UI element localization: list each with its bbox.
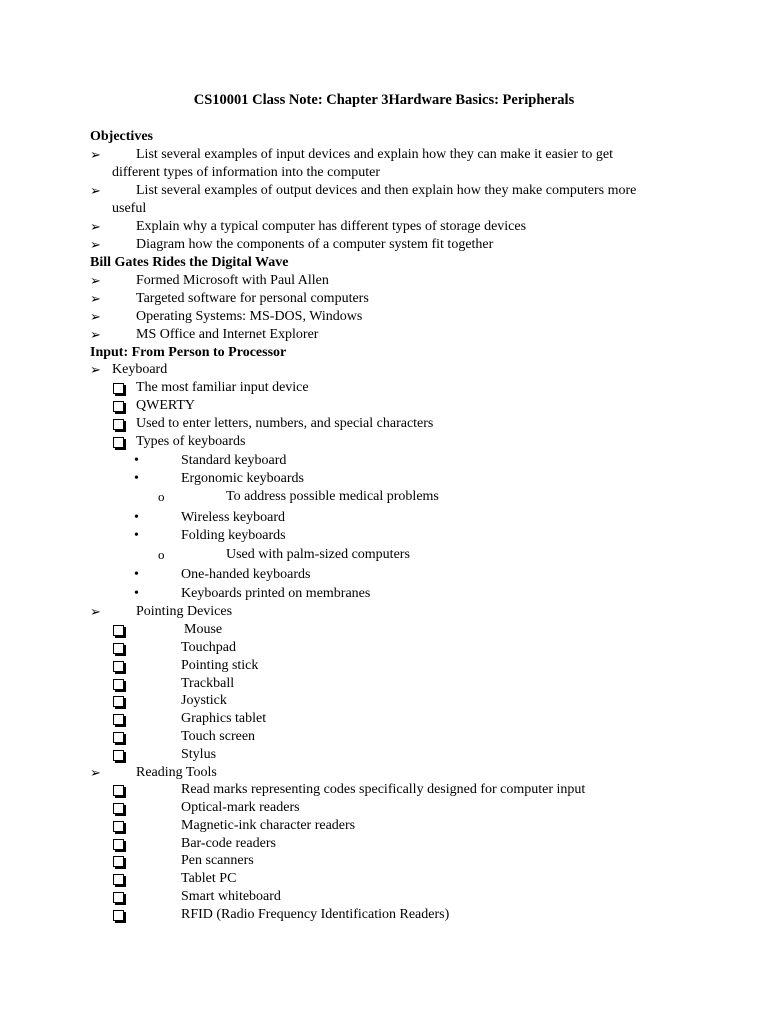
checkbox-bullet-icon	[113, 856, 124, 867]
arrow-bullet-icon: ➢	[90, 273, 101, 288]
arrow-bullet-icon: ➢	[90, 362, 101, 377]
arrow-bullet-icon: ➢	[90, 604, 101, 619]
dot-bullet-icon: •	[134, 510, 139, 525]
arrow-bullet-icon: ➢	[90, 147, 101, 162]
document-page: CS10001 Class Note: Chapter 3Hardware Basics: Peripherals Objectives ➢ List several examples of input devices and explain how they can make it easier to get different types of information into the computer ➢ List several examples of output devices and then explain how they make computers more useful ➢ Explain why a typical computer has different types of storage devices ➢ Diagram how the components of a computer system fit together Bill Gates Rides the Digital Wave ➢ Formed Microsoft with Paul Allen ➢ Targeted software for personal computers ➢ Operating Systems: MS-DOS, Windows ➢ MS Office and Internet Explorer Input: From Person to Processor ➢ Keyboard The most familiar input device QWERTY Used to enter letters, numbers, and special characters Types of keyboards • Standard keyboard • Ergonomic keyboards o To address possible medical problems • Wireless keyboard • Folding keyboards o Used with palm-sized computers • One-handed keyboards • Keyboards printed on membranes ➢ Pointing Devices Mouse Touchpad Pointing stick Trackball Joystick Graphics tablet Touch screen Stylus ➢ Reading Tools Read marks representing codes specifically designed for computer input Optical-mark readers Magnetic-ink character readers Bar-code readers Pen scanners Tablet PC Smart whiteboard RFID (Radio Frequency Identification Readers)	[0, 0, 768, 1024]
dot-bullet-icon: •	[134, 586, 139, 601]
arrow-bullet-icon: ➢	[90, 183, 101, 198]
checkbox-bullet-icon	[113, 892, 124, 903]
dot-bullet-icon: •	[134, 528, 139, 543]
checkbox-bullet-icon	[113, 714, 124, 725]
dot-bullet-icon: •	[134, 453, 139, 468]
checkbox-bullet-icon	[113, 696, 124, 707]
checkbox-bullet-icon	[113, 661, 124, 672]
dot-bullet-icon: •	[134, 567, 139, 582]
checkbox-bullet-icon	[113, 643, 124, 654]
checkbox-bullet-icon	[113, 419, 124, 430]
checkbox-bullet-icon	[113, 437, 124, 448]
checkbox-bullet-icon	[113, 803, 124, 814]
checkbox-bullet-icon	[113, 732, 124, 743]
checkbox-bullet-icon	[113, 839, 124, 850]
arrow-bullet-icon: ➢	[90, 291, 101, 306]
arrow-bullet-icon: ➢	[90, 237, 101, 252]
checkbox-bullet-icon	[113, 625, 124, 636]
checkbox-bullet-icon	[113, 750, 124, 761]
dot-bullet-icon: •	[134, 471, 139, 486]
checkbox-bullet-icon	[113, 910, 124, 921]
arrow-bullet-icon: ➢	[90, 309, 101, 324]
arrow-bullet-icon: ➢	[90, 765, 101, 780]
checkbox-bullet-icon	[113, 821, 124, 832]
checkbox-bullet-icon	[113, 679, 124, 690]
checkbox-bullet-icon	[113, 383, 124, 394]
circle-bullet-icon: o	[158, 489, 165, 504]
arrow-bullet-icon: ➢	[90, 219, 101, 234]
checkbox-bullet-icon	[113, 874, 124, 885]
checkbox-bullet-icon	[113, 401, 124, 412]
checkbox-bullet-icon	[113, 785, 124, 796]
circle-bullet-icon: o	[158, 547, 165, 562]
arrow-bullet-icon: ➢	[90, 327, 101, 342]
page-title: CS10001 Class Note: Chapter 3Hardware Basics: Peripherals	[193, 92, 575, 108]
